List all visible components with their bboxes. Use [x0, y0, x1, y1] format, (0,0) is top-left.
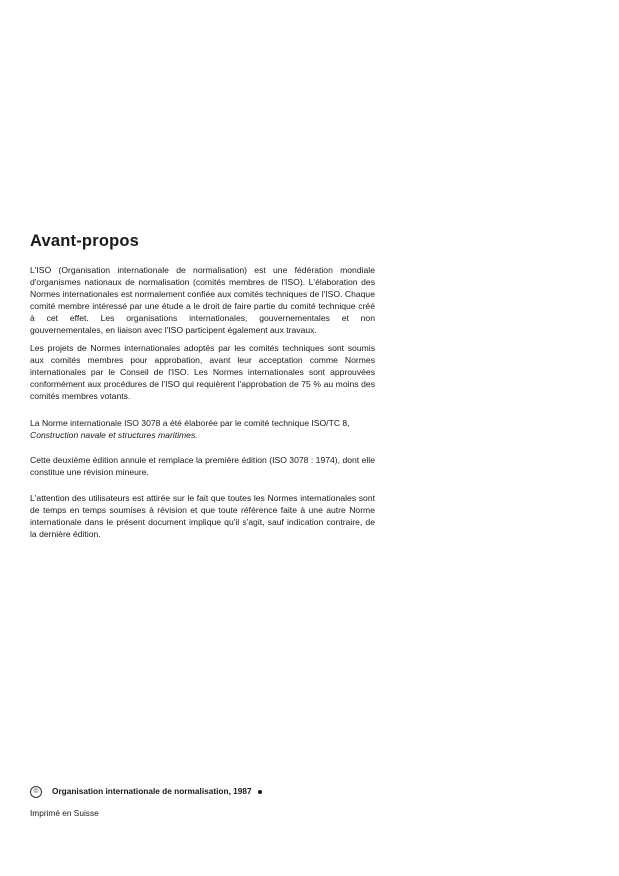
bullet-dot-icon: [258, 790, 262, 794]
paragraph-revision-notice: L'attention des utilisateurs est attirée sur le fait que toutes les Normes internationales sont de temps en temps soumises à révision et que toute référence faite à une autre Norme internationale dans le présent document implique qu'il s'agit, sauf indication contraire, de la dernière édition.: [30, 493, 375, 539]
printed-in-label: Imprimé en Suisse: [30, 808, 99, 818]
committee-text: La Norme internationale ISO 3078 a été élaborée par le comité technique ISO/TC 8,: [30, 418, 350, 428]
paragraph-approval-process: Les projets de Normes internationales adoptés par les comités techniques sont soumis aux comités membres pour approbation, avant leur acceptation comme Normes internationales par le Conseil de l'ISO. Les Normes internationales sont approuvées conformément aux procédures de l'ISO qui requièrent l'approbation de 75 % au moins des comités membres votants.: [30, 343, 375, 401]
page-title: Avant-propos: [30, 232, 140, 250]
copyright-icon: ©: [30, 786, 42, 798]
paragraph-technical-committee: [30, 418, 375, 442]
paragraph-iso-description: L'ISO (Organisation internationale de normalisation) est une fédération mondiale d'organismes nationaux de normalisation (comités membres de l'ISO). L'élaboration des Normes internationales est normalement confiée aux comités techniques de l'ISO. Chaque comité membre intéressé par une étude a le droit de faire partie du comité technique créé à cet effet. Les organisations internationales, gouvernementales et non gouvernementales, en liaison avec l'ISO participent également aux travaux.: [30, 265, 375, 335]
copyright-text: Organisation internationale de normalisation, 1987: [52, 786, 252, 797]
copyright-line: [30, 786, 262, 798]
committee-title: Construction navale et structures maritimes.: [30, 429, 198, 440]
paragraph-edition-note: Cette deuxième édition annule et remplace la première édition (ISO 3078 : 1974), dont elle constitue une révision mineure.: [30, 455, 375, 477]
